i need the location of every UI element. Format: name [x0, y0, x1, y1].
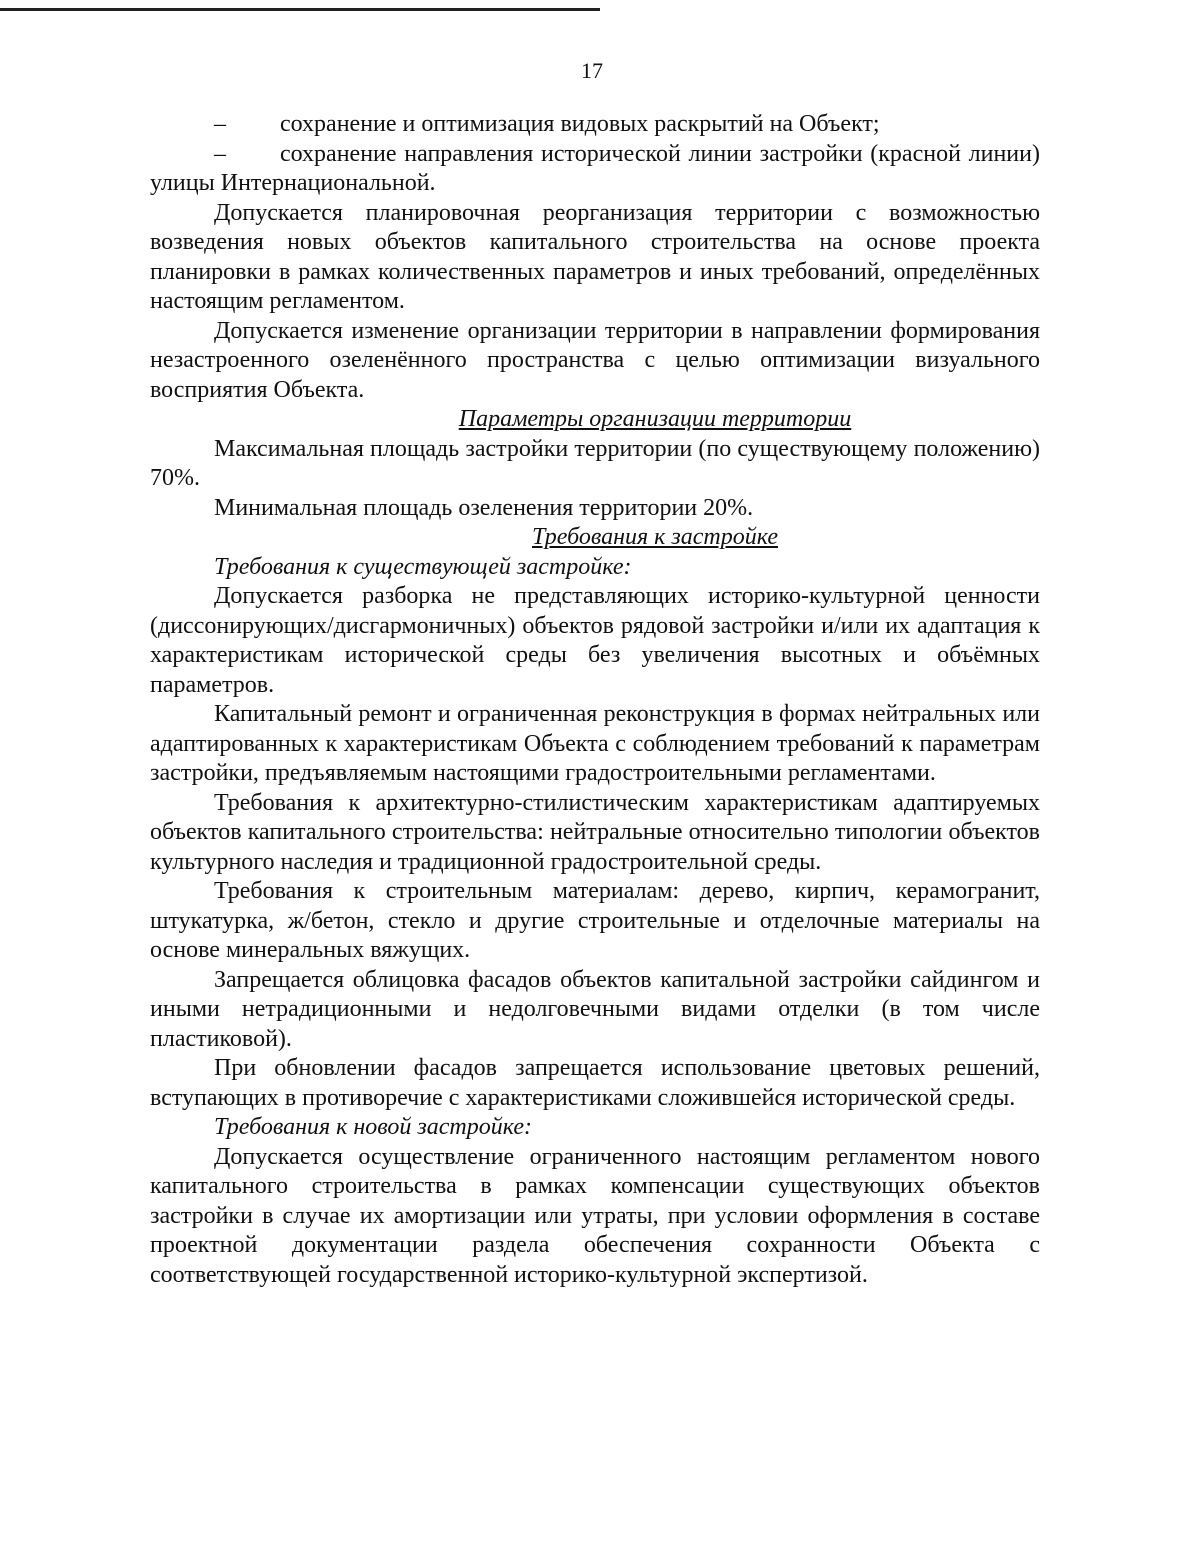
bullet-marker: – [214, 111, 226, 137]
section-heading: Требования к застройке [531, 524, 778, 550]
paragraph: Минимальная площадь озеленения территории 20%. [214, 494, 754, 521]
paragraph: При обновлении фасадов запрещается использование цветовых решений, вступающих в противоречие с характеристиками сложившейся исторической среды. [150, 1055, 1040, 1111]
bullet-text: сохранение и оптимизация видовых раскрытий на Объект; [280, 111, 880, 137]
paragraph: Допускается планировочная реорганизация территории с возможностью возведения новых объектов капитального строительства на основе проекта планировки в рамках количественных параметров и иных требований, определённых настоящим регламентом. [150, 199, 1040, 314]
paragraph: Допускается разборка не представляющих историко-культурной ценности (диссонирующих/дисгармоничных) объектов рядовой застройки и/или их адаптация к характеристикам исторической среды без увеличения высотных и объёмных параметров. [150, 583, 1040, 698]
paragraph: Допускается изменение организации территории в направлении формирования незастроенного озеленённого пространства с целью оптимизации визуального восприятия Объекта. [150, 317, 1040, 403]
paragraph: Запрещается облицовка фасадов объектов капитальной застройки сайдингом и иными нетрадиционными и недолговечными видами отделки (в том числе пластиковой). [150, 966, 1040, 1052]
bullet-item [150, 140, 1040, 199]
paragraph: Требования к строительным материалам: дерево, кирпич, керамогранит, штукатурка, ж/бетон, стекло и другие строительные и отделочные материалы на основе минеральных вяжущих. [150, 878, 1040, 963]
bullet-item [150, 110, 1040, 140]
bullet-marker: – [214, 140, 226, 167]
subsection-heading: Требования к существующей застройке: [214, 553, 632, 580]
paragraph: Максимальная площадь застройки территории (по существующему положению) 70%. [150, 435, 1040, 491]
document-body [150, 110, 1040, 1290]
paragraph: Требования к архитектурно-стилистическим характеристикам адаптируемых объектов капитального строительства: нейтральные относительно типологии объектов культурного наследия и традиционной градостроительной среды. [150, 789, 1040, 875]
paragraph: Капитальный ремонт и ограниченная реконструкция в формах нейтральных или адаптированных к характеристикам Объекта с соблюдением требований к параметрам застройки, предъявляемым настоящими градостроительными регламентами. [150, 701, 1040, 786]
page-number: 17 [581, 58, 603, 83]
bullet-text: сохранение направления исторической линии застройки (красной линии) улицы Интернациональной. [150, 140, 1040, 196]
subsection-heading: Требования к новой застройке: [214, 1114, 533, 1140]
paragraph: Допускается осуществление ограниченного настоящим регламентом нового капитального строительства в рамках компенсации существующих объектов застройки в случае их амортизации или утраты, при условии оформления в составе проектной документации раздела обеспечения сохранности Объекта с соответствующей государственной историко-культурной экспертизой. [150, 1143, 1040, 1288]
scan-edge-line [0, 8, 600, 11]
section-heading: Параметры организации территории [458, 406, 852, 432]
